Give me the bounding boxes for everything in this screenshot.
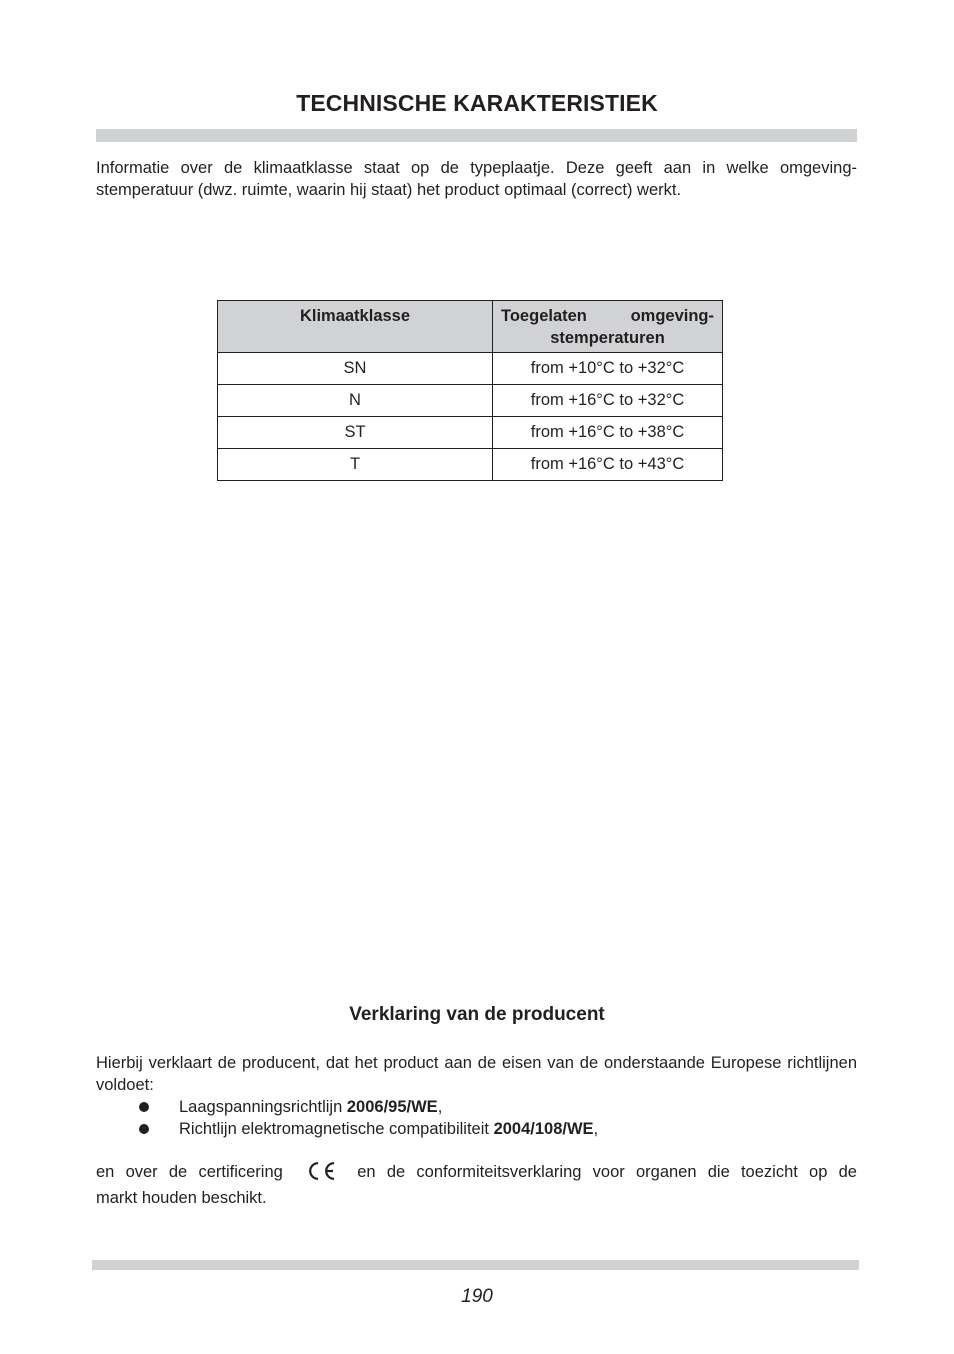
- ce-mark-icon: [306, 1161, 336, 1187]
- directive-label: Laagspanningsrichtlijn: [179, 1098, 347, 1116]
- page-title: TECHNISCHE KARAKTERISTIEK: [296, 90, 658, 116]
- cell-class: T: [218, 449, 493, 481]
- directive-suffix: ,: [593, 1120, 599, 1138]
- header-climate-class: Klimaatklasse: [218, 301, 493, 353]
- directive-label: Richtlijn elektromagnetische compatibiliteit: [179, 1120, 494, 1138]
- directive-code: 2006/95/WE: [346, 1098, 438, 1116]
- header-allowed-temperatures: [493, 301, 723, 353]
- declaration-intro: Hierbij verklaart de producent, dat het product aan de eisen van de onderstaande Europese richtlijnen voldoet:: [96, 1054, 857, 1094]
- cell-range: from +10°C to +32°C: [493, 353, 723, 385]
- table-row: [218, 449, 723, 481]
- cell-range: from +16°C to +32°C: [493, 385, 723, 417]
- cell-range: from +16°C to +38°C: [493, 417, 723, 449]
- directive-code: 2004/108/WE: [493, 1120, 594, 1138]
- bullet-icon: [139, 1124, 149, 1134]
- header-divider: [96, 129, 857, 142]
- cert-after: en de conformiteitsverklaring voor organen die toezicht op de: [357, 1163, 857, 1181]
- list-item: [96, 1118, 598, 1140]
- cert-before: en over de certificering: [96, 1163, 283, 1181]
- page-number: 190: [461, 1286, 493, 1307]
- table-row: [218, 385, 723, 417]
- table-header-row: [218, 301, 723, 353]
- directive-list: [96, 1096, 598, 1140]
- climate-class-info: Informatie over de klimaatklasse staat op de typeplaatje. Deze geeft aan in welke omgeving-stemperatuur (dwz. ruimte, waarin hij staat) het product optimaal (correct) werkt.: [96, 159, 857, 199]
- cell-class: ST: [218, 417, 493, 449]
- cell-class: SN: [218, 353, 493, 385]
- cell-range: from +16°C to +43°C: [493, 449, 723, 481]
- header-temp-line1: Toegelaten omgeving-: [501, 307, 714, 325]
- table-row: [218, 417, 723, 449]
- footer-divider: [92, 1260, 859, 1270]
- cell-class: N: [218, 385, 493, 417]
- certification-line1: [96, 1161, 857, 1187]
- certification-line2: markt houden beschikt.: [96, 1189, 267, 1207]
- list-item: [96, 1096, 598, 1118]
- bullet-icon: [139, 1102, 149, 1112]
- climate-class-table: [217, 300, 723, 481]
- table-row: [218, 353, 723, 385]
- declaration-title: Verklaring van de producent: [349, 1004, 605, 1025]
- directive-suffix: ,: [437, 1098, 443, 1116]
- certification-text: [96, 1161, 857, 1209]
- header-temp-line2: stemperaturen: [550, 329, 665, 347]
